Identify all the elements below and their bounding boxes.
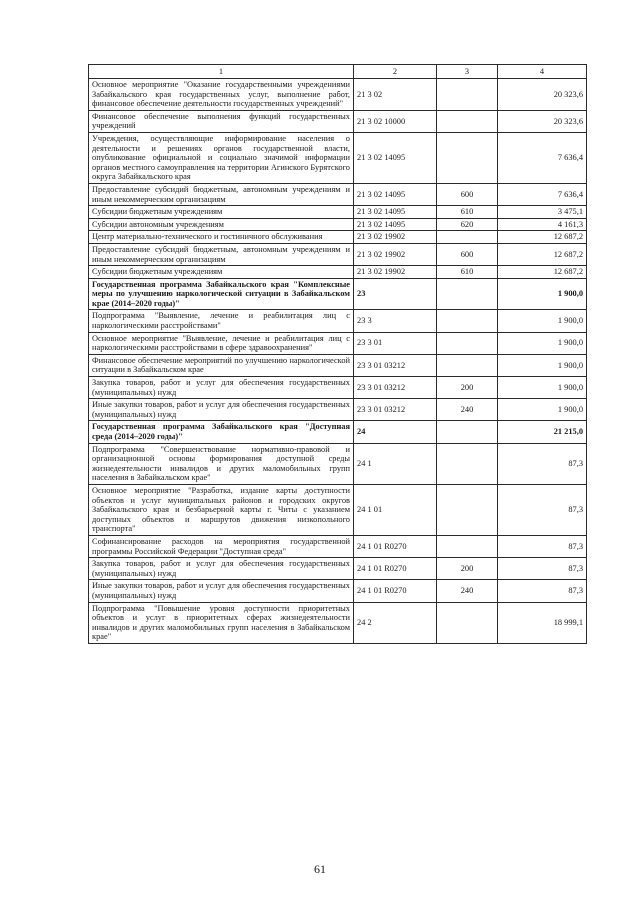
table-row [89, 399, 587, 421]
row-code-cell: 24 [354, 421, 437, 443]
row-name-cell: Иные закупки товаров, работ и услуг для обеспечения государственных (муниципальных) нужд [89, 399, 354, 421]
row-name-cell: Софинансирование расходов на мероприятия государственной программы Российской Федерации "Доступная среда" [89, 535, 354, 557]
row-code-cell: 23 3 01 [354, 332, 437, 354]
header-cell-1: 1 [89, 65, 354, 79]
row-name-cell: Центр материально-технического и гостиничного обслуживания [89, 231, 354, 244]
row-name-cell: Предоставление субсидий бюджетным, автономным учреждениям и иным некоммерческим организациям [89, 183, 354, 205]
row-type-cell [437, 278, 498, 310]
row-code-cell: 21 3 02 10000 [354, 110, 437, 132]
row-code-cell: 23 3 [354, 310, 437, 332]
row-name-cell: Основное мероприятие "Выявление, лечение и реабилитация лиц с наркологическими расстройствами в сфере здравоохранения" [89, 332, 354, 354]
table-row [89, 218, 587, 231]
row-name-cell: Субсидии автономным учреждениям [89, 218, 354, 231]
row-name-cell: Финансовое обеспечение выполнения функций государственных учреждений [89, 110, 354, 132]
row-amount-cell: 21 215,0 [498, 421, 587, 443]
row-type-cell [437, 310, 498, 332]
table-row [89, 602, 587, 643]
row-type-cell [437, 354, 498, 376]
row-amount-cell: 3 475,1 [498, 206, 587, 219]
row-code-cell: 23 3 01 03212 [354, 399, 437, 421]
table-row [89, 580, 587, 602]
table-row [89, 206, 587, 219]
table-row [89, 243, 587, 265]
table-row [89, 377, 587, 399]
row-type-cell [437, 421, 498, 443]
row-amount-cell: 87,3 [498, 443, 587, 484]
row-amount-cell: 20 323,6 [498, 79, 587, 111]
row-name-cell: Государственная программа Забайкальского края "Комплексные меры по улучшению наркологической ситуации в Забайкальском крае (2014–2020 годы)" [89, 278, 354, 310]
row-type-cell [437, 132, 498, 183]
row-type-cell: 610 [437, 266, 498, 279]
table-row [89, 535, 587, 557]
row-amount-cell: 87,3 [498, 558, 587, 580]
row-type-cell [437, 484, 498, 535]
row-name-cell: Иные закупки товаров, работ и услуг для обеспечения государственных (муниципальных) нужд [89, 580, 354, 602]
row-amount-cell: 20 323,6 [498, 110, 587, 132]
row-code-cell: 23 3 01 03212 [354, 377, 437, 399]
row-code-cell: 24 2 [354, 602, 437, 643]
budget-table [88, 64, 587, 644]
row-amount-cell: 12 687,2 [498, 243, 587, 265]
table-row [89, 558, 587, 580]
row-name-cell: Основное мероприятие "Оказание государственными учреждениями Забайкальского края государственных услуг, выполнение работ, финансовое обеспечение деятельности государственных учреждений" [89, 79, 354, 111]
row-name-cell: Учреждения, осуществляющие информирование населения о деятельности и решениях органов государственной власти, опубликование официальной и социально значимой информации органов местного самоуправления на территории Агинского Бурятского округа Забайкальского края [89, 132, 354, 183]
row-code-cell: 21 3 02 19902 [354, 266, 437, 279]
row-name-cell: Закупка товаров, работ и услуг для обеспечения государственных (муниципальных) нужд [89, 377, 354, 399]
table-row [89, 443, 587, 484]
row-code-cell: 21 3 02 14095 [354, 206, 437, 219]
table-row [89, 183, 587, 205]
row-type-cell [437, 79, 498, 111]
row-code-cell: 24 1 01 [354, 484, 437, 535]
row-type-cell: 200 [437, 558, 498, 580]
row-code-cell: 21 3 02 19902 [354, 231, 437, 244]
row-amount-cell: 18 999,1 [498, 602, 587, 643]
row-type-cell: 620 [437, 218, 498, 231]
table-row [89, 278, 587, 310]
row-name-cell: Государственная программа Забайкальского края "Доступная среда (2014–2020 годы)" [89, 421, 354, 443]
row-name-cell: Финансовое обеспечение мероприятий по улучшению наркологической ситуации в Забайкальском крае [89, 354, 354, 376]
row-code-cell: 21 3 02 19902 [354, 243, 437, 265]
page-number: 61 [314, 862, 326, 876]
row-type-cell: 600 [437, 243, 498, 265]
row-amount-cell: 87,3 [498, 535, 587, 557]
row-name-cell: Закупка товаров, работ и услуг для обеспечения государственных (муниципальных) нужд [89, 558, 354, 580]
table-body [89, 65, 587, 644]
header-cell-3: 3 [437, 65, 498, 79]
table-row [89, 332, 587, 354]
table-row [89, 421, 587, 443]
row-amount-cell: 1 900,0 [498, 354, 587, 376]
row-name-cell: Субсидии бюджетным учреждениям [89, 206, 354, 219]
row-amount-cell: 87,3 [498, 580, 587, 602]
row-name-cell: Предоставление субсидий бюджетным, автономным учреждениям и иным некоммерческим организациям [89, 243, 354, 265]
row-type-cell: 600 [437, 183, 498, 205]
row-code-cell: 21 3 02 14095 [354, 183, 437, 205]
table-row [89, 310, 587, 332]
row-amount-cell: 1 900,0 [498, 278, 587, 310]
row-type-cell: 200 [437, 377, 498, 399]
table-row [89, 110, 587, 132]
row-type-cell: 240 [437, 580, 498, 602]
row-amount-cell: 1 900,0 [498, 310, 587, 332]
row-code-cell: 21 3 02 14095 [354, 218, 437, 231]
row-name-cell: Основное мероприятие "Разработка, издание карты доступности объектов и услуг муниципальных районов и городских округов Забайкальского края и безбарьерной карты г. Читы с указанием доступных объектов и маршрутов движения низкопольного транспорта" [89, 484, 354, 535]
table-header-row [89, 65, 587, 79]
table-row [89, 484, 587, 535]
table-row [89, 231, 587, 244]
row-name-cell: Подпрограмма "Повышение уровня доступности приоритетных объектов и услуг в приоритетных сферах жизнедеятельности инвалидов и других маломобильных групп населения в Забайкальском крае" [89, 602, 354, 643]
row-code-cell: 23 [354, 278, 437, 310]
row-name-cell: Подпрограмма "Выявление, лечение и реабилитация лиц с наркологическими расстройствами" [89, 310, 354, 332]
row-name-cell: Подпрограмма "Совершенствование нормативно-правовой и организационной основы формирования доступной среды жизнедеятельности инвалидов и других маломобильных групп населения в Забайкальском крае" [89, 443, 354, 484]
row-type-cell [437, 110, 498, 132]
header-cell-2: 2 [354, 65, 437, 79]
row-type-cell [437, 443, 498, 484]
row-type-cell [437, 535, 498, 557]
row-amount-cell: 87,3 [498, 484, 587, 535]
row-amount-cell: 4 161,3 [498, 218, 587, 231]
row-type-cell: 610 [437, 206, 498, 219]
row-type-cell [437, 602, 498, 643]
header-cell-4: 4 [498, 65, 587, 79]
row-code-cell: 21 3 02 [354, 79, 437, 111]
row-amount-cell: 1 900,0 [498, 332, 587, 354]
row-amount-cell: 7 636,4 [498, 183, 587, 205]
row-code-cell: 24 1 01 R0270 [354, 580, 437, 602]
row-amount-cell: 1 900,0 [498, 399, 587, 421]
row-code-cell: 24 1 [354, 443, 437, 484]
row-type-cell [437, 231, 498, 244]
row-amount-cell: 7 636,4 [498, 132, 587, 183]
row-code-cell: 24 1 01 R0270 [354, 558, 437, 580]
row-amount-cell: 1 900,0 [498, 377, 587, 399]
row-code-cell: 21 3 02 14095 [354, 132, 437, 183]
row-type-cell: 240 [437, 399, 498, 421]
row-amount-cell: 12 687,2 [498, 231, 587, 244]
table-row [89, 354, 587, 376]
row-name-cell: Субсидии бюджетным учреждениям [89, 266, 354, 279]
row-code-cell: 23 3 01 03212 [354, 354, 437, 376]
row-code-cell: 24 1 01 R0270 [354, 535, 437, 557]
row-type-cell [437, 332, 498, 354]
table-row [89, 79, 587, 111]
row-amount-cell: 12 687,2 [498, 266, 587, 279]
table-row [89, 266, 587, 279]
table-row [89, 132, 587, 183]
